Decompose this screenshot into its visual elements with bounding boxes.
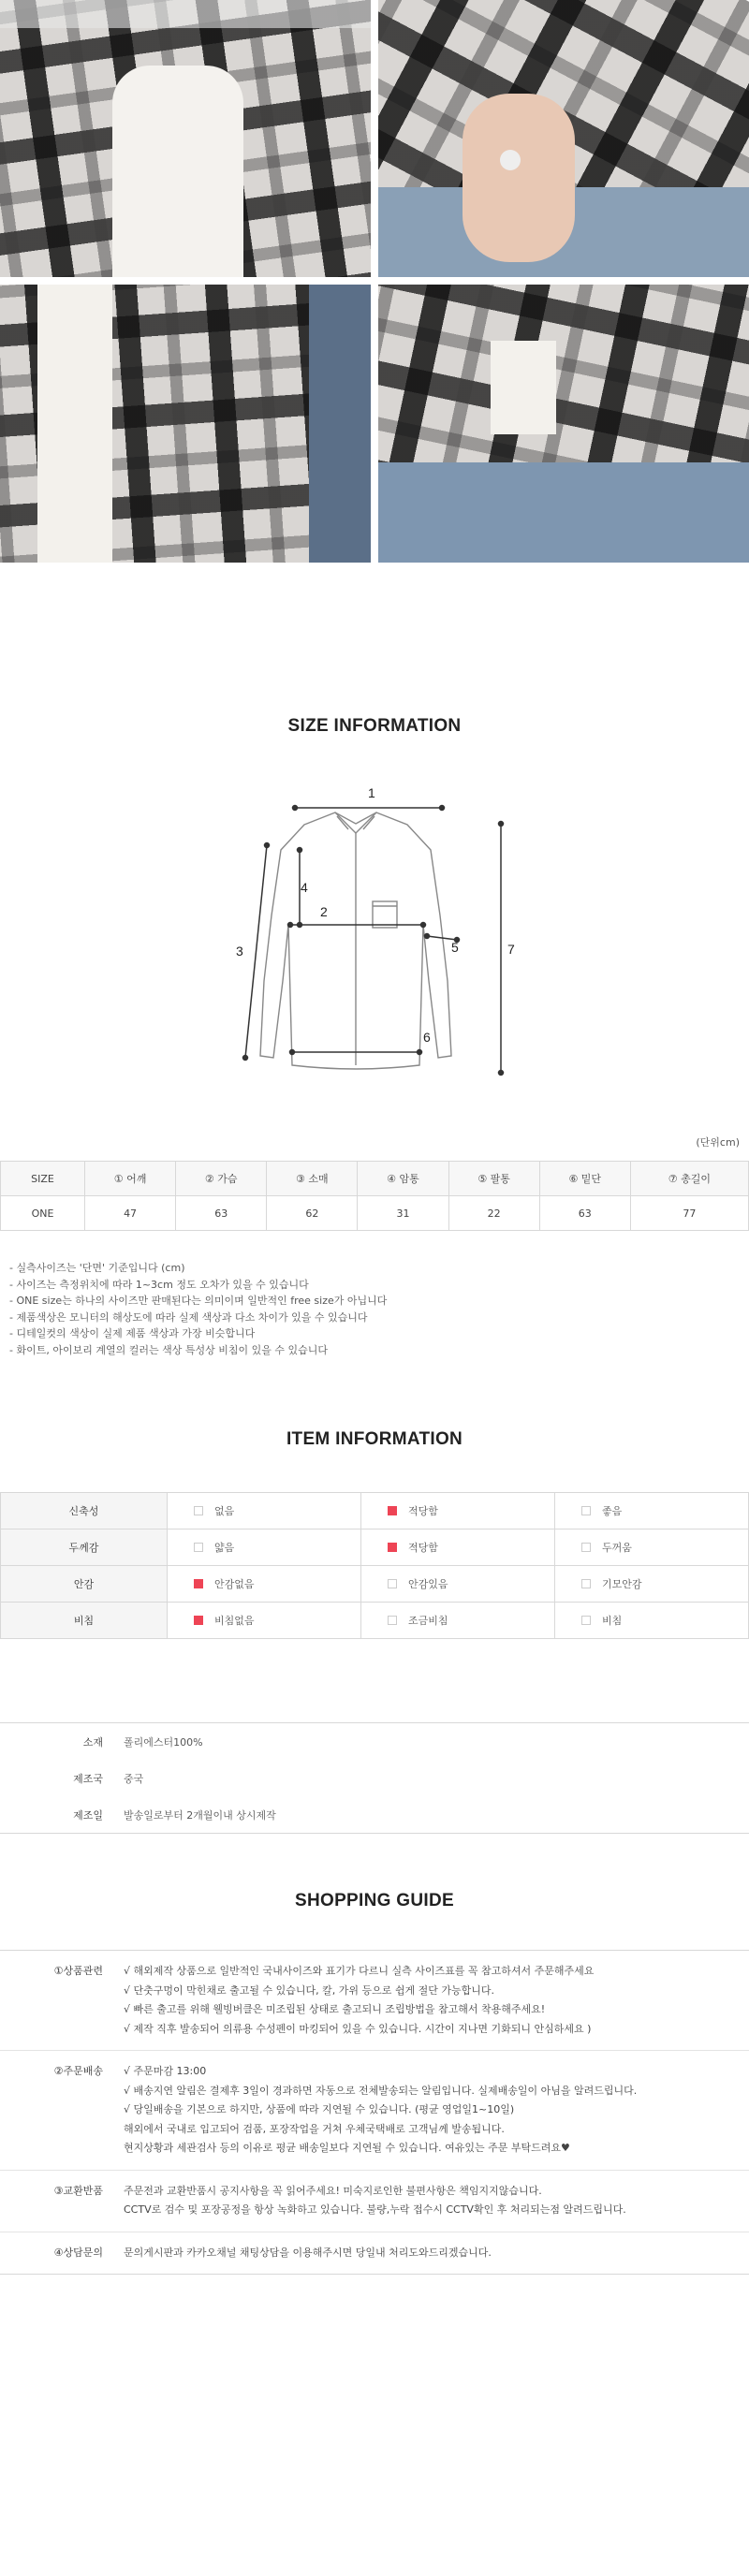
checkbox-icon <box>388 1579 397 1588</box>
guide-line: 해외에서 국내로 입고되어 검품, 포장작업을 거쳐 우체국택배로 고객님께 발송됩니다. <box>124 2122 505 2135</box>
guide-body <box>103 2244 492 2263</box>
size-cell: 62 <box>267 1196 358 1231</box>
checkbox-checked-icon <box>388 1506 397 1515</box>
guide-line: √ 주문마감 13:00 <box>124 2065 207 2077</box>
item-option <box>361 1493 555 1530</box>
size-table-header-row <box>1 1162 749 1196</box>
size-cell: 63 <box>176 1196 267 1231</box>
plaid-shirt-cuff-detail-photo <box>378 0 749 277</box>
diagram-label-3: 3 <box>236 944 243 959</box>
size-table-row <box>1 1196 749 1231</box>
size-unit-label: (단위cm) <box>696 1136 740 1149</box>
size-notes <box>9 1260 387 1358</box>
item-info-label: 안감 <box>1 1566 168 1603</box>
guide-line: 주문전과 교환반품시 공지사항을 꼭 읽어주세요! 미숙지로인한 불편사항은 책임지지않습니다. <box>124 2184 542 2197</box>
guide-line: √ 당일배송을 기본으로 하지만, 상품에 따라 지연될 수 있습니다. (평균 영업일1~10일) <box>124 2103 515 2115</box>
item-option <box>555 1566 749 1603</box>
guide-line: √ 해외제작 상품으로 일반적인 국내사이즈와 표기가 다르니 실측 사이즈표를 꼭 참고하셔서 주문해주세요 <box>124 1965 595 1977</box>
size-note: - ONE size는 하나의 사이즈만 판매된다는 의미이며 일반적인 free size가 아닙니다 <box>9 1295 388 1307</box>
checkbox-icon <box>388 1616 397 1625</box>
material-label: 제조국 <box>73 1772 103 1785</box>
item-option-label: 조금비침 <box>408 1615 448 1627</box>
item-option <box>168 1603 361 1639</box>
material-value: 발송일로부터 2개월이내 상시제작 <box>124 1808 276 1822</box>
shirt-outline-icon <box>206 775 543 1084</box>
item-option-label: 두꺼움 <box>602 1542 632 1554</box>
plaid-shirt-hem-detail-photo <box>378 285 749 563</box>
shopping-guide-title: SHOPPING GUIDE <box>295 1891 454 1910</box>
size-header-cell: SIZE <box>1 1162 85 1196</box>
checkbox-icon <box>581 1506 591 1515</box>
size-note: - 디테일컷의 색상이 실제 제품 색상과 가장 비슷합니다 <box>9 1327 256 1339</box>
guide-line: 현지상황과 세관검사 등의 이유로 평균 배송일보다 지연될 수 있습니다. 여유있는 주문 부탁드려요♥ <box>124 2142 570 2154</box>
guide-label: ③교환반품 <box>53 2184 103 2197</box>
item-option <box>361 1530 555 1566</box>
diagram-label-6: 6 <box>423 1030 431 1045</box>
size-note: - 실측사이즈는 '단면' 기준입니다 (cm) <box>9 1262 185 1274</box>
item-option-label: 안감있음 <box>408 1578 448 1590</box>
guide-label: ④상담문의 <box>53 2246 103 2259</box>
item-option-label: 안감없음 <box>214 1578 255 1590</box>
guide-line: 문의게시판과 카카오채널 채팅상담을 이용해주시면 당일내 처리도와드리겠습니다. <box>124 2246 492 2259</box>
size-header-cell: ② 가슴 <box>176 1162 267 1196</box>
size-note: - 사이즈는 측정위치에 따라 1~3cm 정도 오차가 있을 수 있습니다 <box>9 1278 309 1291</box>
item-option-label: 적당함 <box>408 1505 438 1517</box>
checkbox-checked-icon <box>194 1579 203 1588</box>
size-header-cell: ⑦ 총길이 <box>630 1162 748 1196</box>
item-option-label: 없음 <box>214 1505 235 1517</box>
material-value: 중국 <box>124 1772 144 1785</box>
item-option <box>361 1566 555 1603</box>
material-row <box>0 1760 749 1796</box>
checkbox-icon <box>581 1579 591 1588</box>
material-info <box>0 1722 749 1834</box>
item-option <box>168 1566 361 1603</box>
item-option-label: 좋음 <box>602 1505 623 1517</box>
size-header-cell: ① 어깨 <box>85 1162 176 1196</box>
checkbox-checked-icon <box>388 1543 397 1552</box>
item-info-label: 신축성 <box>1 1493 168 1530</box>
item-info-table <box>0 1492 749 1639</box>
item-option-label: 적당함 <box>408 1542 438 1554</box>
item-info-label: 두께감 <box>1 1530 168 1566</box>
product-photo-grid <box>0 0 749 563</box>
diagram-label-1: 1 <box>368 785 375 800</box>
guide-label: ①상품관련 <box>53 1965 103 1977</box>
size-header-cell: ⑥ 밑단 <box>539 1162 630 1196</box>
size-header-cell: ⑤ 팔통 <box>448 1162 539 1196</box>
guide-label: ②주문배송 <box>53 2065 103 2077</box>
size-table <box>0 1161 749 1231</box>
item-option <box>168 1493 361 1530</box>
shopping-guide <box>0 1950 749 2275</box>
material-label: 제조일 <box>73 1808 103 1822</box>
shirt-size-diagram <box>206 775 543 1084</box>
diagram-label-5: 5 <box>451 940 459 955</box>
item-option <box>555 1603 749 1639</box>
item-information-title: ITEM INFORMATION <box>286 1429 463 1449</box>
diagram-label-7: 7 <box>507 942 515 957</box>
item-info-row <box>1 1566 749 1603</box>
size-cell: 22 <box>448 1196 539 1231</box>
item-option <box>555 1493 749 1530</box>
plaid-shirt-on-hanger-photo <box>0 0 371 277</box>
size-note: - 제품색상은 모니터의 해상도에 따라 실제 색상과 다소 차이가 있을 수 있습니다 <box>9 1310 368 1324</box>
guide-line: √ 단춧구멍이 막힌채로 출고될 수 있습니다, 칼, 가위 등으로 쉽게 절단 가능합니다. <box>124 1983 494 1997</box>
size-cell: ONE <box>1 1196 85 1231</box>
item-info-label: 비침 <box>1 1603 168 1639</box>
size-information-title: SIZE INFORMATION <box>287 716 462 736</box>
item-option <box>168 1530 361 1566</box>
checkbox-icon <box>581 1543 591 1552</box>
material-label: 소재 <box>82 1735 103 1749</box>
size-cell: 77 <box>630 1196 748 1231</box>
size-note: - 화이트, 아이보리 계열의 컬러는 색상 특성상 비침이 있을 수 있습니다 <box>9 1343 328 1356</box>
size-cell: 47 <box>85 1196 176 1231</box>
size-header-cell: ③ 소매 <box>267 1162 358 1196</box>
checkbox-icon <box>194 1543 203 1552</box>
item-option-label: 기모안감 <box>602 1578 642 1590</box>
item-info-row <box>1 1603 749 1639</box>
checkbox-icon <box>194 1506 203 1515</box>
guide-line: √ 배송지연 알림은 결제후 3일이 경과하면 자동으로 전체발송되는 알림입니다. 실제배송일이 아님을 알려드립니다. <box>124 2084 638 2097</box>
item-info-row <box>1 1493 749 1530</box>
item-option-label: 얇음 <box>214 1542 235 1554</box>
guide-section <box>0 2051 749 2171</box>
checkbox-icon <box>581 1616 591 1625</box>
material-value: 폴리에스터100% <box>124 1735 203 1749</box>
item-option <box>361 1603 555 1639</box>
item-info-row <box>1 1530 749 1566</box>
guide-line: √ 제작 직후 발송되어 의류용 수성펜이 마킹되어 있을 수 있습니다. 시간이 지나면 기화되니 안심하세요 ) <box>124 2022 592 2035</box>
checkbox-checked-icon <box>194 1616 203 1625</box>
item-option <box>555 1530 749 1566</box>
plaid-shirt-pocket-detail-photo <box>0 285 371 563</box>
guide-body <box>103 2182 626 2220</box>
material-row <box>0 1796 749 1833</box>
size-cell: 31 <box>358 1196 448 1231</box>
guide-body <box>103 2062 637 2159</box>
guide-section <box>0 2171 749 2232</box>
guide-line: √ 빠른 출고를 위해 웰빙버클은 미조립된 상태로 출고되니 조립방법을 참고해서 착용해주세요! <box>124 2003 546 2015</box>
item-option-label: 비침 <box>602 1615 623 1627</box>
diagram-label-4: 4 <box>301 880 308 895</box>
guide-body <box>103 1962 594 2039</box>
guide-section <box>0 1951 749 2051</box>
guide-section <box>0 2232 749 2275</box>
guide-line: CCTV로 검수 및 포장공정을 항상 녹화하고 있습니다. 불량,누락 접수시 CCTV확인 후 처리되는점 알려드립니다. <box>124 2203 626 2216</box>
material-row <box>0 1723 749 1760</box>
diagram-label-2: 2 <box>320 904 328 919</box>
size-cell: 63 <box>539 1196 630 1231</box>
size-header-cell: ④ 암통 <box>358 1162 448 1196</box>
item-option-label: 비침없음 <box>214 1615 255 1627</box>
